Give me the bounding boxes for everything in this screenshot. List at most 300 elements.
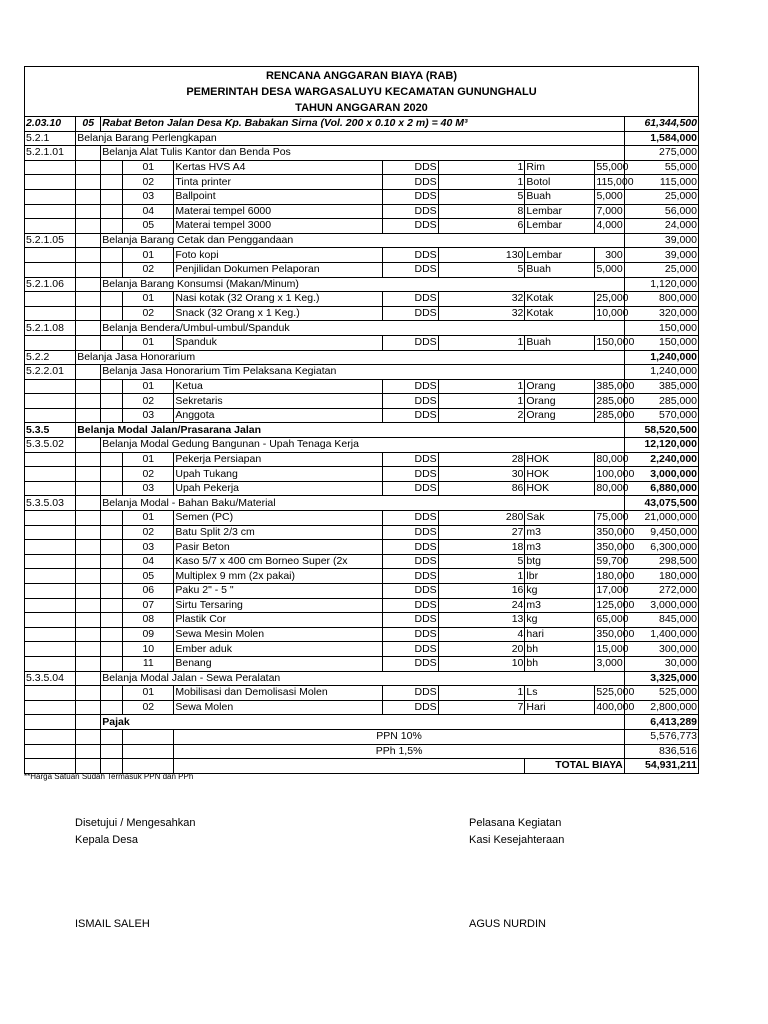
item-total: 3,000,000 <box>624 467 698 482</box>
item-quantity: 16 <box>438 584 525 599</box>
header-government: PEMERINTAH DESA WARGASALUYU KECAMATAN GUNUNGHALU <box>186 86 537 98</box>
item-unit: kg <box>525 584 595 599</box>
item-number: 02 <box>123 394 174 409</box>
item-number: 05 <box>123 569 174 584</box>
item-quantity: 1 <box>438 394 525 409</box>
item-quantity: 1 <box>438 686 525 701</box>
table-row <box>25 627 699 642</box>
blank <box>25 481 76 496</box>
item-total: 800,000 <box>624 292 698 307</box>
item-name: Tinta printer <box>174 175 383 190</box>
table-row <box>25 379 699 394</box>
item-name: Ember aduk <box>174 642 383 657</box>
item-quantity: 6 <box>438 219 525 234</box>
funding-source: DDS <box>383 452 438 467</box>
item-unit: Sak <box>525 511 595 526</box>
item-unit-price: 350,000 <box>596 628 635 641</box>
item-total: 115,000 <box>624 175 698 190</box>
blank <box>76 248 101 263</box>
funding-source: DDS <box>383 613 438 628</box>
account-description: Belanja Jasa Honorarium Tim Pelaksana Kegiatan <box>101 365 624 380</box>
item-unit-price: 115,000 <box>596 175 634 188</box>
item-name: Materai tempel 3000 <box>174 219 383 234</box>
item-unit-price: 15,000 <box>596 642 629 655</box>
blank <box>76 715 101 730</box>
item-unit-price: 25,000 <box>596 292 629 305</box>
blank <box>76 335 101 350</box>
activity-code: 2.03.10 <box>25 117 76 132</box>
item-name: Penjilidan Dokumen Pelaporan <box>174 262 383 277</box>
blank <box>25 379 76 394</box>
item-unit-price: 59,700 <box>596 555 629 568</box>
executor-name: AGUS NURDIN <box>469 918 547 930</box>
funding-source: DDS <box>383 627 438 642</box>
item-unit: Buah <box>525 189 595 204</box>
account-description: Belanja Barang Perlengkapan <box>76 131 625 146</box>
blank <box>101 540 123 555</box>
table-row <box>25 160 699 175</box>
funding-source: DDS <box>383 569 438 584</box>
blank <box>101 189 123 204</box>
blank <box>25 656 76 671</box>
blank <box>25 613 76 628</box>
item-unit-price: 7,000 <box>596 204 623 217</box>
item-unit-price: 75,000 <box>596 511 629 524</box>
item-name: Snack (32 Orang x 1 Keg.) <box>174 306 383 321</box>
blank <box>76 671 101 686</box>
funding-source: DDS <box>383 525 438 540</box>
funding-source: DDS <box>383 204 438 219</box>
item-number: 03 <box>123 189 174 204</box>
account-description: Belanja Modal Jalan - Sewa Peralatan <box>101 671 624 686</box>
item-unit-price: 3,000 <box>596 657 623 670</box>
account-description: Belanja Jasa Honorarium <box>76 350 625 365</box>
item-quantity: 7 <box>438 700 525 715</box>
item-unit-price: 400,000 <box>596 701 635 714</box>
blank <box>76 686 101 701</box>
item-unit: Buah <box>525 335 595 350</box>
blank <box>76 438 101 453</box>
blank <box>76 613 101 628</box>
item-quantity: 280 <box>438 511 525 526</box>
funding-source: DDS <box>383 306 438 321</box>
table-row <box>25 189 699 204</box>
blank <box>25 540 76 555</box>
blank <box>76 204 101 219</box>
item-number: 09 <box>123 627 174 642</box>
blank <box>101 335 123 350</box>
blank <box>101 569 123 584</box>
row-total: 1,584,000 <box>624 131 698 146</box>
item-quantity: 2 <box>438 408 525 423</box>
item-total: 320,000 <box>624 306 698 321</box>
table-row <box>25 554 699 569</box>
item-name: Sekretaris <box>174 394 383 409</box>
item-unit-price: 525,000 <box>596 686 635 699</box>
item-number: 02 <box>123 700 174 715</box>
blank <box>76 511 101 526</box>
item-name: Sirtu Tersaring <box>174 598 383 613</box>
funding-source: DDS <box>383 642 438 657</box>
item-name: Ballpoint <box>174 189 383 204</box>
item-quantity: 86 <box>438 481 525 496</box>
approver-title: Kepala Desa <box>75 834 138 846</box>
funding-source: DDS <box>383 584 438 599</box>
tax-label: PPh 1,5% <box>174 744 624 759</box>
item-quantity: 5 <box>438 262 525 277</box>
item-name: Kertas HVS A4 <box>174 160 383 175</box>
account-description: Belanja Modal Jalan/Prasarana Jalan <box>76 423 625 438</box>
table-row <box>25 335 699 350</box>
item-unit: m3 <box>525 525 595 540</box>
table-row <box>25 686 699 701</box>
blank <box>76 408 101 423</box>
item-name: Mobilisasi dan Demolisasi Molen <box>174 686 383 701</box>
blank <box>25 292 76 307</box>
row-total: 150,000 <box>624 321 698 336</box>
blank <box>76 569 101 584</box>
table-row <box>25 613 699 628</box>
item-name: Semen (PC) <box>174 511 383 526</box>
item-total: 150,000 <box>624 335 698 350</box>
item-total: 3,000,000 <box>624 598 698 613</box>
account-description: Belanja Barang Cetak dan Penggandaan <box>101 233 624 248</box>
row-total: 1,120,000 <box>624 277 698 292</box>
blank <box>25 686 76 701</box>
item-unit: Rim <box>525 160 595 175</box>
account-code: 5.3.5.04 <box>25 671 76 686</box>
item-unit: HOK <box>525 467 595 482</box>
blank <box>76 525 101 540</box>
item-quantity: 1 <box>438 175 525 190</box>
blank <box>25 175 76 190</box>
funding-source: DDS <box>383 379 438 394</box>
item-number: 01 <box>123 379 174 394</box>
tax-label: PPN 10% <box>174 729 624 744</box>
blank <box>174 759 525 774</box>
item-total: 55,000 <box>624 160 698 175</box>
account-code: 5.3.5.03 <box>25 496 76 511</box>
item-name: Upah Tukang <box>174 467 383 482</box>
table-row <box>25 700 699 715</box>
item-quantity: 1 <box>438 379 525 394</box>
blank <box>101 306 123 321</box>
account-description: Belanja Modal Gedung Bangunan - Upah Tenaga Kerja <box>101 438 624 453</box>
funding-source: DDS <box>383 408 438 423</box>
account-code: 5.2.2.01 <box>25 365 76 380</box>
approval-label: Disetujui / Mengesahkan <box>75 817 196 829</box>
blank <box>25 394 76 409</box>
blank <box>76 379 101 394</box>
item-number: 01 <box>123 160 174 175</box>
funding-source: DDS <box>383 554 438 569</box>
table-row <box>25 277 699 292</box>
item-number: 01 <box>123 452 174 467</box>
item-unit-price: 285,000 <box>596 394 635 407</box>
blank <box>101 292 123 307</box>
blank <box>101 656 123 671</box>
tax-heading: Pajak <box>101 715 624 730</box>
blank <box>25 219 76 234</box>
table-row <box>25 262 699 277</box>
item-total: 24,000 <box>624 219 698 234</box>
table-row <box>25 438 699 453</box>
funding-source: DDS <box>383 598 438 613</box>
item-total: 570,000 <box>624 408 698 423</box>
funding-source: DDS <box>383 292 438 307</box>
executor-label: Pelasana Kegiatan <box>469 817 562 829</box>
item-name: Sewa Mesin Molen <box>174 627 383 642</box>
row-total: 61,344,500 <box>624 117 698 132</box>
account-description: Belanja Bendera/Umbul-umbul/Spanduk <box>101 321 624 336</box>
blank <box>101 729 123 744</box>
item-name: Plastik Cor <box>174 613 383 628</box>
item-total: 9,450,000 <box>624 525 698 540</box>
item-unit: HOK <box>525 481 595 496</box>
item-quantity: 24 <box>438 598 525 613</box>
item-name: Paku 2" - 5 " <box>174 584 383 599</box>
blank <box>101 525 123 540</box>
blank <box>123 729 174 744</box>
blank <box>76 160 101 175</box>
blank <box>76 656 101 671</box>
item-unit: Lembar <box>525 248 595 263</box>
item-unit-price: 350,000 <box>596 525 635 538</box>
item-name: Anggota <box>174 408 383 423</box>
table-row <box>25 423 699 438</box>
item-number: 04 <box>123 204 174 219</box>
table-row <box>25 715 699 730</box>
table-row <box>25 233 699 248</box>
item-unit-price: 150,000 <box>596 336 635 349</box>
table-row <box>25 481 699 496</box>
table-row <box>25 584 699 599</box>
item-name: Pekerja Persiapan <box>174 452 383 467</box>
row-total: 12,120,000 <box>624 438 698 453</box>
table-row <box>25 306 699 321</box>
table-row <box>25 744 699 759</box>
blank <box>25 306 76 321</box>
blank <box>123 744 174 759</box>
funding-source: DDS <box>383 467 438 482</box>
item-unit-price: 17,000 <box>596 584 629 597</box>
account-code: 5.2.2 <box>25 350 76 365</box>
blank <box>76 540 101 555</box>
item-number: 02 <box>123 262 174 277</box>
price-note: **Harga Satuan Sudah Termasuk PPN dan PPh <box>24 772 194 781</box>
account-code: 5.2.1.05 <box>25 233 76 248</box>
blank <box>25 525 76 540</box>
table-row <box>25 729 699 744</box>
item-unit: btg <box>525 554 595 569</box>
table-row <box>25 219 699 234</box>
table-row <box>25 117 699 132</box>
blank <box>101 219 123 234</box>
account-code: 5.2.1 <box>25 131 76 146</box>
item-total: 56,000 <box>624 204 698 219</box>
item-total: 285,000 <box>624 394 698 409</box>
funding-source: DDS <box>383 262 438 277</box>
blank <box>76 467 101 482</box>
row-total: 39,000 <box>624 233 698 248</box>
item-unit-price: 5,000 <box>596 190 623 203</box>
sub-code: 05 <box>76 117 101 132</box>
row-total: 43,075,500 <box>624 496 698 511</box>
blank <box>25 467 76 482</box>
item-unit: Kotak <box>525 292 595 307</box>
blank <box>76 627 101 642</box>
item-total: 1,400,000 <box>624 627 698 642</box>
item-name: Batu Split 2/3 cm <box>174 525 383 540</box>
blank <box>25 160 76 175</box>
blank <box>101 408 123 423</box>
account-code: 5.2.1.08 <box>25 321 76 336</box>
item-unit: Orang <box>525 408 595 423</box>
item-name: Kaso 5/7 x 400 cm Borneo Super (2x <box>174 554 383 569</box>
item-unit-price: 385,000 <box>596 379 635 392</box>
blank <box>101 613 123 628</box>
header-year: TAHUN ANGGARAN 2020 <box>295 102 428 114</box>
item-quantity: 1 <box>438 569 525 584</box>
blank <box>76 729 101 744</box>
blank <box>76 584 101 599</box>
funding-source: DDS <box>383 248 438 263</box>
table-row <box>25 292 699 307</box>
blank <box>101 467 123 482</box>
blank <box>101 686 123 701</box>
item-quantity: 30 <box>438 467 525 482</box>
item-unit-price: 350,000 <box>596 540 635 553</box>
blank <box>76 700 101 715</box>
item-unit: Lembar <box>525 204 595 219</box>
blank <box>25 569 76 584</box>
item-name: Benang <box>174 656 383 671</box>
account-code: 5.3.5.02 <box>25 438 76 453</box>
item-unit: Lembar <box>525 219 595 234</box>
item-unit-price: 80,000 <box>596 452 629 465</box>
row-total: 1,240,000 <box>624 365 698 380</box>
item-name: Multiplex 9 mm (2x pakai) <box>174 569 383 584</box>
item-number: 03 <box>123 540 174 555</box>
table-row <box>25 511 699 526</box>
table-row <box>25 175 699 190</box>
item-unit-price: 5,000 <box>596 263 623 276</box>
blank <box>101 598 123 613</box>
tax-amount: 5,576,773 <box>624 729 698 744</box>
item-number: 01 <box>123 686 174 701</box>
table-row <box>25 569 699 584</box>
account-description: Belanja Modal - Bahan Baku/Material <box>101 496 624 511</box>
item-quantity: 4 <box>438 627 525 642</box>
item-number: 02 <box>123 467 174 482</box>
blank <box>76 277 101 292</box>
item-total: 2,240,000 <box>624 452 698 467</box>
funding-source: DDS <box>383 394 438 409</box>
row-total: 6,413,289 <box>624 715 698 730</box>
account-code: 5.2.1.01 <box>25 146 76 161</box>
item-unit: m3 <box>525 540 595 555</box>
item-unit-price: 285,000 <box>596 409 635 422</box>
blank <box>76 642 101 657</box>
blank <box>101 511 123 526</box>
account-code: 5.3.5 <box>25 423 76 438</box>
item-number: 02 <box>123 175 174 190</box>
table-row <box>25 365 699 380</box>
item-name: Nasi kotak (32 Orang x 1 Keg.) <box>174 292 383 307</box>
activity-description: Rabat Beton Jalan Desa Kp. Babakan Sirna (Vol. 200 x 0.10 x 2 m) = 40 M³ <box>101 117 624 132</box>
funding-source: DDS <box>383 481 438 496</box>
item-quantity: 20 <box>438 642 525 657</box>
table-row <box>25 598 699 613</box>
funding-source: DDS <box>383 540 438 555</box>
table-row <box>25 408 699 423</box>
table-row <box>25 540 699 555</box>
item-number: 03 <box>123 408 174 423</box>
item-number: 02 <box>123 525 174 540</box>
blank <box>25 408 76 423</box>
blank <box>25 204 76 219</box>
item-unit-price: 125,000 <box>596 598 635 611</box>
blank <box>101 160 123 175</box>
blank <box>101 248 123 263</box>
blank <box>76 452 101 467</box>
item-number: 11 <box>123 656 174 671</box>
item-number: 05 <box>123 219 174 234</box>
table-row <box>25 248 699 263</box>
item-total: 6,300,000 <box>624 540 698 555</box>
item-total: 25,000 <box>624 262 698 277</box>
blank <box>76 394 101 409</box>
item-total: 298,500 <box>624 554 698 569</box>
table-row <box>25 394 699 409</box>
table-row <box>25 656 699 671</box>
table-row <box>25 467 699 482</box>
item-number: 07 <box>123 598 174 613</box>
blank <box>76 598 101 613</box>
blank <box>25 700 76 715</box>
blank <box>76 189 101 204</box>
table-row <box>25 496 699 511</box>
blank <box>25 729 76 744</box>
blank <box>76 481 101 496</box>
item-unit: m3 <box>525 598 595 613</box>
item-name: Pasir Beton <box>174 540 383 555</box>
item-quantity: 1 <box>438 335 525 350</box>
item-quantity: 10 <box>438 656 525 671</box>
item-quantity: 1 <box>438 160 525 175</box>
item-quantity: 18 <box>438 540 525 555</box>
item-unit: Botol <box>525 175 595 190</box>
blank <box>101 452 123 467</box>
blank <box>101 394 123 409</box>
item-number: 01 <box>123 248 174 263</box>
blank <box>101 744 123 759</box>
item-unit-price: 80,000 <box>596 482 629 495</box>
funding-source: DDS <box>383 656 438 671</box>
item-quantity: 28 <box>438 452 525 467</box>
blank <box>76 496 101 511</box>
item-name: Ketua <box>174 379 383 394</box>
table-row <box>25 671 699 686</box>
item-quantity: 8 <box>438 204 525 219</box>
item-quantity: 32 <box>438 292 525 307</box>
blank <box>25 511 76 526</box>
approver-name: ISMAIL SALEH <box>75 918 150 930</box>
blank <box>25 715 76 730</box>
blank <box>101 481 123 496</box>
item-unit-price: 65,000 <box>596 613 629 626</box>
item-unit: Kotak <box>525 306 595 321</box>
